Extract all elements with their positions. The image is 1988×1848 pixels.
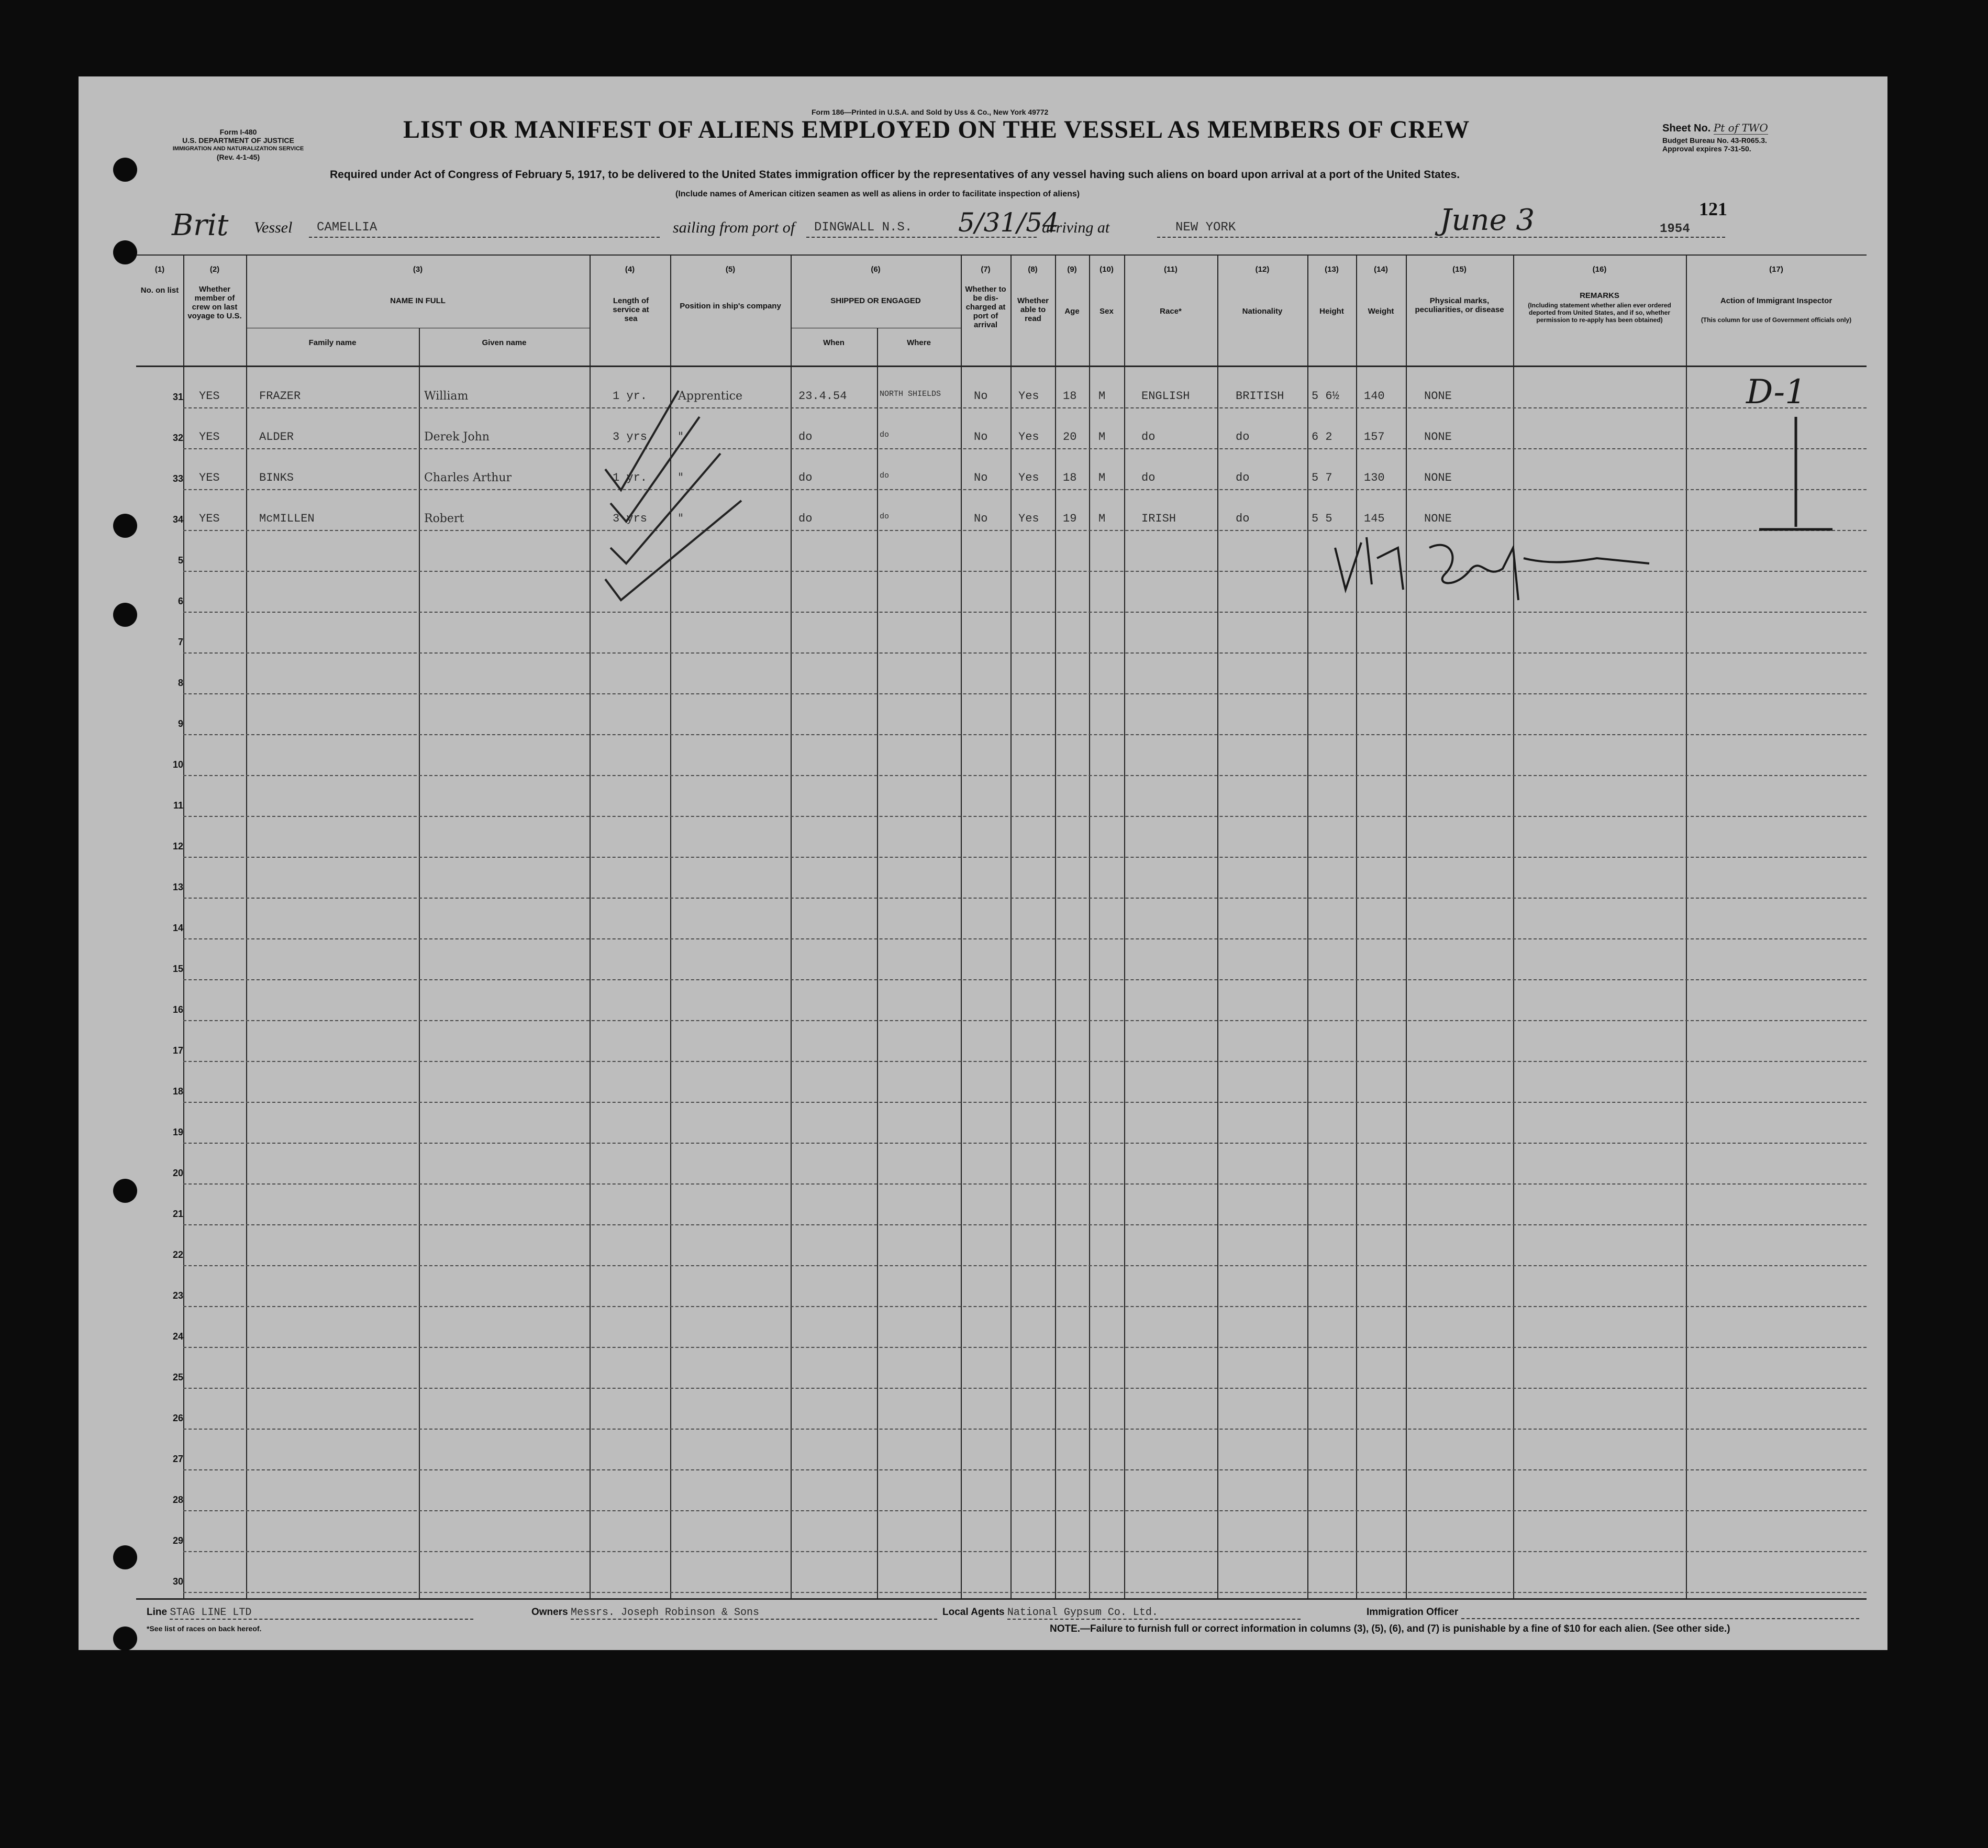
row-number: 22 xyxy=(172,1249,183,1260)
form-number: Form I-480 xyxy=(219,128,257,136)
col-line-18 xyxy=(1686,254,1687,1599)
col-num-3: (3) xyxy=(413,265,423,274)
row-rule xyxy=(183,1469,1867,1470)
cell-race: do xyxy=(1141,430,1156,444)
row-rule xyxy=(183,1102,1867,1103)
vessel-name: CAMELLIA xyxy=(317,220,377,235)
cell-marks: NONE xyxy=(1424,430,1452,444)
cell-race: IRISH xyxy=(1141,512,1176,525)
cell-service: 1 yr. xyxy=(613,390,648,403)
row-rule xyxy=(183,898,1867,899)
cell-when: do xyxy=(798,471,813,484)
cell-position: " xyxy=(678,471,684,484)
cell-weight: 140 xyxy=(1364,390,1385,403)
cell-disch: No xyxy=(974,390,988,403)
col-head-10: Sex xyxy=(1099,307,1114,316)
approval-expiry: Approval expires 7-31-50. xyxy=(1662,145,1751,153)
col-head-15: Physical marks, peculiarities, or disease xyxy=(1415,296,1504,314)
fine-note: NOTE.—Failure to furnish full or correct information in columns (3), (5), (6), and (7) is punishable by a fine of $10 for each alien. (See other side.) xyxy=(1050,1623,1730,1634)
col-line-1 xyxy=(183,254,184,1599)
line-value: STAG LINE LTD xyxy=(170,1607,473,1620)
row-number: 20 xyxy=(172,1168,183,1178)
signature-svg xyxy=(1325,527,1660,605)
row-number: 26 xyxy=(172,1413,183,1423)
col-head-1: No. on list xyxy=(140,286,179,295)
check-mark-3 xyxy=(610,453,720,563)
col-num-11: (11) xyxy=(1164,265,1178,274)
col-num-14: (14) xyxy=(1374,265,1388,274)
arrival-port: NEW YORK xyxy=(1175,220,1236,235)
row-number: 17 xyxy=(172,1045,183,1056)
col-line-13 xyxy=(1217,254,1218,1599)
col-head-12: Nationality xyxy=(1242,307,1283,316)
col-num-10: (10) xyxy=(1099,265,1114,274)
row-rule xyxy=(183,489,1867,490)
revision: (Rev. 4-1-45) xyxy=(216,153,260,161)
col-line-16 xyxy=(1406,254,1407,1599)
row-rule xyxy=(183,775,1867,776)
arrival-date: June 3 xyxy=(1440,203,1535,237)
cell-read: Yes xyxy=(1018,471,1039,484)
cell-where: do xyxy=(880,471,890,480)
cell-race: do xyxy=(1141,471,1156,484)
col-head-16: REMARKS xyxy=(1580,291,1619,300)
page-number: 121 xyxy=(1699,198,1727,219)
cell-family: ALDER xyxy=(259,430,294,444)
row-rule xyxy=(183,1265,1867,1266)
cell-when: 23.4.54 xyxy=(798,390,847,403)
cell-weight: 157 xyxy=(1364,430,1385,444)
cell-prev: YES xyxy=(199,430,220,444)
row-rule xyxy=(183,1183,1867,1185)
punch-hole-7 xyxy=(113,1626,137,1651)
cell-when: do xyxy=(798,512,813,525)
row-rule xyxy=(183,407,1867,408)
header-bottom-rule xyxy=(136,366,1867,367)
col-sub-family: Family name xyxy=(308,338,357,347)
col-head-9: Age xyxy=(1064,307,1080,316)
row-number: 10 xyxy=(172,759,183,770)
row-number: 31 xyxy=(172,392,183,402)
col-num-12: (12) xyxy=(1255,265,1270,274)
col-num-5: (5) xyxy=(725,265,736,274)
row-number: 29 xyxy=(172,1535,183,1546)
agents-field xyxy=(942,1607,1301,1620)
row-rule xyxy=(183,1510,1867,1511)
row-number: 7 xyxy=(177,637,183,647)
col-num-2: (2) xyxy=(209,265,220,274)
cell-nat: BRITISH xyxy=(1236,390,1284,403)
row-rule xyxy=(183,1592,1867,1593)
row-rule xyxy=(183,1061,1867,1062)
cell-read: Yes xyxy=(1018,512,1039,525)
col-num-4: (4) xyxy=(625,265,635,274)
cell-given: Robert xyxy=(424,512,464,525)
cell-age: 20 xyxy=(1063,430,1077,444)
agents-value: National Gypsum Co. Ltd. xyxy=(1007,1607,1301,1620)
printer-line: Form 186—Printed in U.S.A. and Sold by Uss & Co., New York 49772 xyxy=(812,108,1049,116)
row-rule xyxy=(183,816,1867,817)
cell-position: " xyxy=(678,430,684,444)
agents-label: Local Agents xyxy=(942,1607,1005,1618)
row-number: 16 xyxy=(172,1004,183,1015)
col-head-6: SHIPPED OR ENGAGED xyxy=(830,296,921,305)
cell-position: Apprentice xyxy=(678,390,742,403)
col-head-2: Whether member of crew on last voyage to U.S. xyxy=(187,285,242,320)
col-num-13: (13) xyxy=(1325,265,1339,274)
cell-disch: No xyxy=(974,471,988,484)
cell-disch: No xyxy=(974,430,988,444)
row-number: 8 xyxy=(177,678,183,688)
cell-family: McMILLEN xyxy=(259,512,315,525)
cell-sex: M xyxy=(1098,390,1106,403)
col-num-6: (6) xyxy=(871,265,881,274)
punch-hole-2 xyxy=(113,240,137,264)
arrival-year: 1954 xyxy=(1660,222,1690,236)
col-sub-where: Where xyxy=(907,338,931,347)
cell-where: do xyxy=(880,430,890,439)
col-sub-when: When xyxy=(823,338,845,347)
sheet-label: Sheet No. xyxy=(1662,123,1711,134)
col-head-5: Position in ship's company xyxy=(680,302,781,311)
cell-when: do xyxy=(798,430,813,444)
cell-height: 6 2 xyxy=(1312,430,1332,444)
budget-number: Budget Bureau No. 43-R065.3. xyxy=(1662,136,1767,145)
row-rule xyxy=(183,1224,1867,1225)
cell-height: 5 7 xyxy=(1312,471,1332,484)
cell-marks: NONE xyxy=(1424,390,1452,403)
row-rule xyxy=(183,1020,1867,1021)
row-number: 18 xyxy=(172,1086,183,1097)
budget-bureau xyxy=(1662,136,1767,153)
cell-age: 19 xyxy=(1063,512,1077,525)
row-number: 32 xyxy=(172,433,183,443)
inspector-bracket-svg xyxy=(1743,412,1848,537)
sheet-number xyxy=(1662,121,1768,135)
cell-weight: 130 xyxy=(1364,471,1385,484)
officer-label: Immigration Officer xyxy=(1367,1607,1459,1618)
row-rule xyxy=(183,448,1867,449)
officer-field xyxy=(1367,1607,1859,1619)
row-rule xyxy=(183,979,1867,980)
row-rule xyxy=(183,1306,1867,1307)
col-num-17: (17) xyxy=(1769,265,1783,274)
form-id-block xyxy=(152,128,325,161)
table-bottom-rule xyxy=(136,1598,1867,1600)
cell-service: 1 yr. xyxy=(613,471,648,484)
cell-height: 5 5 xyxy=(1312,512,1332,525)
manifest-sheet xyxy=(79,76,1887,1650)
cell-nat: do xyxy=(1236,512,1250,525)
cell-disch: No xyxy=(974,512,988,525)
col-head-17: Action of Immigrant Inspector xyxy=(1720,296,1832,305)
col-num-1: (1) xyxy=(154,265,165,274)
cell-weight: 145 xyxy=(1364,512,1385,525)
cell-nat: do xyxy=(1236,471,1250,484)
cell-sex: M xyxy=(1098,512,1106,525)
cell-position: " xyxy=(678,512,684,525)
cell-service: 3 yrs xyxy=(613,512,648,525)
cell-marks: NONE xyxy=(1424,512,1452,525)
row-number: 11 xyxy=(173,800,183,811)
cell-where: do xyxy=(880,512,890,521)
row-number: 28 xyxy=(172,1495,183,1505)
row-rule xyxy=(183,612,1867,613)
col-line-9 xyxy=(1010,254,1012,1599)
row-rule xyxy=(183,1347,1867,1348)
col-num-15: (15) xyxy=(1452,265,1467,274)
col-head-13: Height xyxy=(1319,307,1344,316)
cell-service: 3 yrs xyxy=(613,430,648,444)
col-num-7: (7) xyxy=(981,265,991,274)
col-head-8: Whether able to read xyxy=(1017,296,1049,323)
cell-nat: do xyxy=(1236,430,1250,444)
cell-read: Yes xyxy=(1018,430,1039,444)
sailing-label: sailing from port of xyxy=(673,219,795,236)
row-number: 23 xyxy=(172,1290,183,1301)
cell-age: 18 xyxy=(1063,390,1077,403)
arrival-rule xyxy=(1157,237,1725,238)
row-number: 13 xyxy=(172,882,183,892)
col-line-10 xyxy=(1055,254,1056,1599)
cell-given: William xyxy=(424,390,469,403)
row-rule xyxy=(183,1143,1867,1144)
inspector-mark: D-1 xyxy=(1746,373,1806,412)
col-line-17 xyxy=(1513,254,1514,1599)
cell-sex: M xyxy=(1098,430,1106,444)
punch-hole-5 xyxy=(113,1179,137,1203)
col-sub-given: Given name xyxy=(482,338,527,347)
owners-value: Messrs. Joseph Robinson & Sons xyxy=(571,1607,937,1620)
cell-family: BINKS xyxy=(259,471,294,484)
page-title: LIST OR MANIFEST OF ALIENS EMPLOYED ON THE VESSEL AS MEMBERS OF CREW xyxy=(403,116,1470,143)
row-number: 14 xyxy=(172,923,183,933)
row-number: 15 xyxy=(172,964,183,974)
row-number: 34 xyxy=(172,514,183,525)
col-head-14: Weight xyxy=(1368,307,1394,316)
row-rule xyxy=(183,1388,1867,1389)
vessel-name-rule xyxy=(309,237,660,238)
cell-read: Yes xyxy=(1018,390,1039,403)
col-line-8 xyxy=(961,254,962,1599)
row-number: 6 xyxy=(177,596,183,606)
col-head-11: Race* xyxy=(1160,307,1182,316)
col-num-8: (8) xyxy=(1028,265,1038,274)
cell-race: ENGLISH xyxy=(1141,390,1190,403)
cell-height: 5 6½ xyxy=(1312,390,1339,403)
row-number: 25 xyxy=(172,1372,183,1382)
row-rule xyxy=(183,1551,1867,1552)
owners-label: Owners xyxy=(531,1607,568,1618)
row-rule xyxy=(183,1429,1867,1430)
col-note-17: (This column for use of Government officials only) xyxy=(1701,316,1852,324)
row-number: 21 xyxy=(172,1209,183,1219)
officer-value xyxy=(1461,1607,1859,1619)
col-note-16: (Including statement whether alien ever ordered deported from United States, and if so, whether permission to re-apply has been obtained) xyxy=(1528,302,1671,324)
row-number: 5 xyxy=(177,555,183,566)
vessel-prefix: Brit xyxy=(172,208,229,242)
port-rule xyxy=(806,237,1037,238)
department: U.S. DEPARTMENT OF JUSTICE xyxy=(182,136,294,145)
cell-prev: YES xyxy=(199,512,220,525)
table-top-rule xyxy=(136,254,1867,256)
col-line-12 xyxy=(1124,254,1125,1599)
include-note: (Include names of American citizen seamen as well as aliens in order to facilitate inspection of aliens) xyxy=(675,190,1080,198)
col-line-14 xyxy=(1307,254,1308,1599)
arriving-label: arriving at xyxy=(1042,219,1110,236)
col-num-9: (9) xyxy=(1067,265,1077,274)
col-head-3: NAME IN FULL xyxy=(390,296,446,305)
cell-prev: YES xyxy=(199,390,220,403)
line-label: Line xyxy=(147,1607,168,1618)
col-line-2 xyxy=(246,254,247,1599)
line-field xyxy=(147,1607,473,1620)
col-head-7: Whether to be dis-charged at port of arrival xyxy=(965,285,1006,329)
col-head-4: Length of service at sea xyxy=(613,296,649,323)
required-statement: Required under Act of Congress of February 5, 1917, to be delivered to the United States immigration officer by the representatives of any vessel having such aliens on board upon arrival at a port of the United States. xyxy=(330,169,1460,181)
row-number: 9 xyxy=(177,718,183,729)
service: IMMIGRATION AND NATURALIZATION SERVICE xyxy=(172,146,304,152)
signature-stroke xyxy=(1335,537,1649,600)
row-rule xyxy=(183,938,1867,939)
row-rule xyxy=(183,652,1867,654)
cell-where: NORTH SHIELDS xyxy=(880,390,941,399)
row-number: 33 xyxy=(172,473,183,484)
punch-hole-1 xyxy=(113,158,137,182)
vessel-label: Vessel xyxy=(254,219,293,236)
cell-given: Derek John xyxy=(424,430,490,444)
row-rule xyxy=(183,693,1867,694)
inspector-bracket xyxy=(1759,417,1832,529)
punch-hole-6 xyxy=(113,1545,137,1569)
check-mark-4 xyxy=(605,501,741,600)
check-mark-1 xyxy=(605,391,679,490)
row-number: 12 xyxy=(172,841,183,851)
cell-age: 18 xyxy=(1063,471,1077,484)
check-marks-svg xyxy=(590,370,851,611)
col-num-16: (16) xyxy=(1592,265,1607,274)
cell-given: Charles Arthur xyxy=(424,471,512,484)
cell-sex: M xyxy=(1098,471,1106,484)
cell-family: FRAZER xyxy=(259,390,301,403)
sailing-port: DINGWALL N.S. xyxy=(814,220,913,235)
sheet-value: Pt of TWO xyxy=(1713,121,1768,134)
row-number: 24 xyxy=(172,1331,183,1342)
row-number: 27 xyxy=(172,1454,183,1464)
col-line-3 xyxy=(419,328,420,1599)
sailing-date: 5/31/54 xyxy=(958,207,1059,238)
races-note: *See list of races on back hereof. xyxy=(147,1624,262,1633)
col-line-7 xyxy=(877,328,878,1599)
row-rule xyxy=(183,734,1867,735)
row-number: 19 xyxy=(172,1127,183,1137)
col-line-15 xyxy=(1356,254,1357,1599)
cell-marks: NONE xyxy=(1424,471,1452,484)
row-rule xyxy=(183,857,1867,858)
row-number: 30 xyxy=(172,1576,183,1587)
owners-field xyxy=(531,1607,937,1620)
col-line-11 xyxy=(1089,254,1090,1599)
cell-prev: YES xyxy=(199,471,220,484)
